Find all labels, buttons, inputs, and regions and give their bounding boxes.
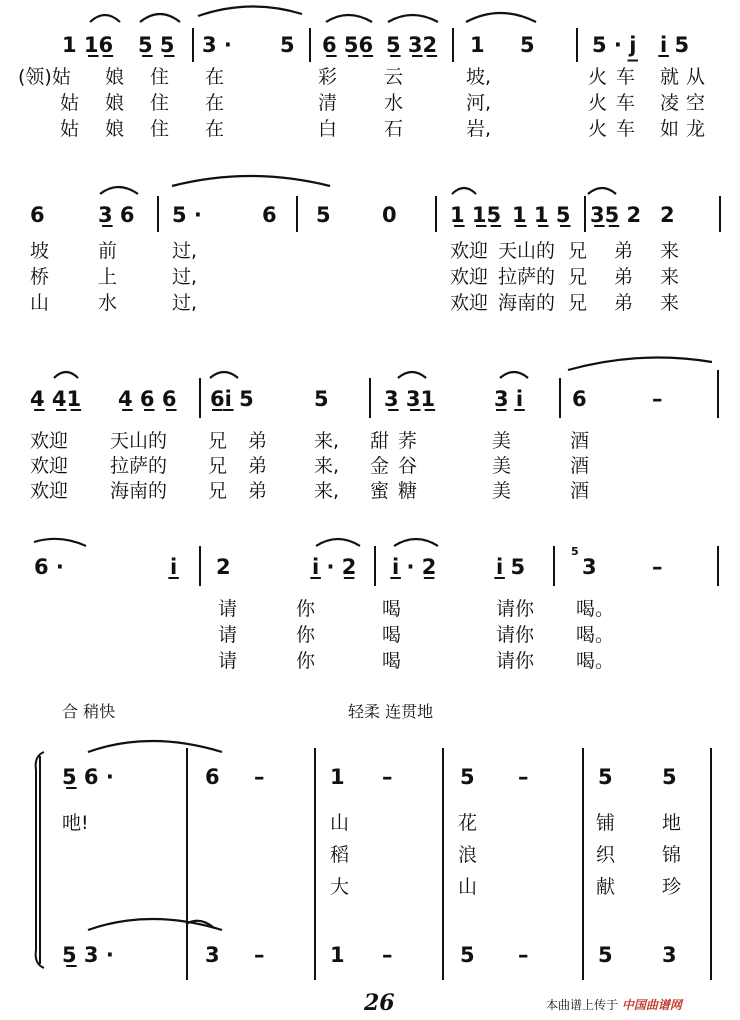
lyric: 酒 (570, 480, 590, 502)
lyric: 云 (384, 66, 404, 88)
lyric: 兄 (568, 292, 588, 314)
note: 5 (460, 765, 475, 789)
note: – (652, 387, 663, 411)
note: – (382, 943, 393, 967)
grace-note: 5 (571, 545, 579, 558)
note: – (518, 943, 529, 967)
lyric: 白 (318, 118, 338, 140)
lyric: 姑 (60, 92, 80, 114)
lyric: 美 (492, 430, 512, 452)
lyric: 姑 (60, 118, 80, 140)
lyric: 岩, (466, 118, 492, 140)
lyric: 喝 (382, 598, 402, 620)
note: 5̲ 5̲ (138, 33, 175, 57)
note: 6 (205, 765, 220, 789)
lyric: 弟 (614, 266, 634, 288)
note: 5 (598, 943, 613, 967)
note: – (652, 555, 663, 579)
lyric: 请你 (496, 624, 535, 646)
slur (140, 14, 180, 22)
lyric: 织 (596, 844, 616, 866)
lyric: 拉萨的 (498, 266, 556, 288)
lyric: 车 (616, 118, 636, 140)
slur (398, 372, 426, 378)
note: 1 (330, 765, 345, 789)
lyric: 弟 (614, 292, 634, 314)
lyric: 请 (218, 650, 238, 672)
slur (316, 539, 360, 546)
lyric: 住 (150, 92, 170, 114)
slur (388, 15, 438, 22)
lyric: 喝。 (576, 650, 615, 672)
lyric: 弟 (614, 240, 634, 262)
lyric: 水 (384, 92, 404, 114)
lyric: 河, (466, 92, 492, 114)
lyric: 来 (660, 292, 680, 314)
lyric: 火 (588, 118, 608, 140)
slur (326, 15, 372, 22)
lyric: 车 (616, 66, 636, 88)
slur (500, 372, 528, 378)
lyric: 来, (314, 430, 340, 452)
slur (172, 176, 330, 186)
note: 6 (30, 203, 45, 227)
upload-credit (546, 996, 682, 1013)
lyric: 锦 (662, 844, 682, 866)
lyric: 兄 (568, 240, 588, 262)
tempo-marking: 合 稍快 (62, 702, 116, 721)
lyric: 火 (588, 66, 608, 88)
lyric: 请你 (496, 650, 535, 672)
lyric: 喝 (382, 650, 402, 672)
slur (452, 188, 476, 194)
lyric: 欢迎 (30, 430, 69, 452)
lyric: 美 (492, 480, 512, 502)
note: 3̲5̲ 2 (590, 203, 642, 227)
lyric: 甜 (370, 430, 390, 452)
lyric: 山 (330, 812, 350, 834)
lyric: 来, (314, 480, 340, 502)
note: i̲ · 2̲ (392, 555, 437, 579)
note: 5 · (172, 203, 202, 227)
lyric: 喝。 (576, 598, 615, 620)
lyric: 过, (172, 240, 198, 262)
note: 3 (205, 943, 220, 967)
lyric: 金 (370, 455, 390, 477)
note: 6̲i̲ 5 (210, 387, 254, 411)
note: 1 1̲6̲ (62, 33, 114, 57)
lyric: 谷 (398, 455, 418, 477)
note: – (254, 943, 265, 967)
lyric: 来 (660, 240, 680, 262)
note: 3̲ i̲ (494, 387, 524, 411)
lyric: 地 (662, 812, 682, 834)
lyric: 荞 (398, 430, 418, 452)
lyric: 弟 (248, 430, 268, 452)
exclamation: 吔! (62, 812, 89, 834)
lyric: 坡, (466, 66, 492, 88)
lyric: 请 (218, 598, 238, 620)
lyric: 献 (596, 876, 616, 898)
lyric: 坡 (30, 240, 50, 262)
lyric: 如 (660, 118, 680, 140)
note: 4̲ 6̲ 6̲ (118, 387, 177, 411)
upload-credit-prefix: 本曲谱上传于 (546, 998, 619, 1012)
note: 0 (382, 203, 397, 227)
note: 5̲ 3̲2̲ (386, 33, 438, 57)
lyric: 石 (384, 118, 404, 140)
slur (90, 15, 120, 22)
lyric: 浪 (458, 844, 478, 866)
note: 5 (662, 765, 677, 789)
lyric: 海南的 (498, 292, 556, 314)
lyric: 彩 (318, 66, 338, 88)
lyric: 糖 (398, 480, 418, 502)
lyric: 凌 (660, 92, 680, 114)
note: 6 (262, 203, 277, 227)
note: 6 · (34, 555, 64, 579)
slur (568, 358, 712, 371)
lyric: 兄 (208, 480, 228, 502)
slur (466, 13, 536, 22)
note: – (518, 765, 529, 789)
note: i̲ · 2̲ (312, 555, 357, 579)
slur (198, 6, 302, 16)
slur (88, 741, 222, 752)
note: 3 · (202, 33, 232, 57)
lyric: 住 (150, 66, 170, 88)
slur (394, 539, 438, 546)
lyric: 桥 (30, 266, 50, 288)
lyric: 喝 (382, 624, 402, 646)
note: 2 (660, 203, 675, 227)
lyric: 来, (314, 455, 340, 477)
lyric: 弟 (248, 480, 268, 502)
note: 5 (280, 33, 295, 57)
lyric: 海南的 (110, 480, 168, 502)
lyric: 龙 (686, 118, 706, 140)
lyric: 前 (98, 240, 118, 262)
lyric: 空 (686, 92, 706, 114)
lyric: 请你 (496, 598, 535, 620)
expression-marking: 轻柔 连贯地 (348, 702, 434, 721)
lyric: 兄 (568, 266, 588, 288)
note: 5 (316, 203, 331, 227)
slur (54, 372, 78, 378)
note: – (382, 765, 393, 789)
lyric: 清 (318, 92, 338, 114)
note: – (254, 765, 265, 789)
lyric: 欢迎 (30, 480, 69, 502)
lyric: 水 (98, 292, 118, 314)
lyric: 请 (218, 624, 238, 646)
lyric: 火 (588, 92, 608, 114)
note: 2 (216, 555, 231, 579)
lyric: 娘 (105, 66, 125, 88)
lyric: 从 (686, 66, 706, 88)
slur (100, 187, 138, 194)
lyric: 蜜 (370, 480, 390, 502)
lyric: 欢迎 (450, 292, 489, 314)
note: 6 (572, 387, 587, 411)
lyric: 山 (30, 292, 50, 314)
lyric: 珍 (662, 876, 682, 898)
lyric: 在 (205, 118, 225, 140)
note: 3̲ 6 (98, 203, 135, 227)
lyric: 车 (616, 92, 636, 114)
lyric: 喝。 (576, 624, 615, 646)
lyric: 花 (458, 812, 478, 834)
note: 3 (582, 555, 597, 579)
lyric: 上 (98, 266, 118, 288)
lyric: 过, (172, 266, 198, 288)
note: 1̲ 1̲5̲ (450, 203, 502, 227)
lyric: 大 (330, 876, 350, 898)
note: 1 (470, 33, 485, 57)
lyric: 欢迎 (30, 455, 69, 477)
lyric: 过, (172, 292, 198, 314)
lyric: 你 (296, 650, 316, 672)
lyric: 兄 (208, 430, 228, 452)
lyric: 娘 (105, 118, 125, 140)
note: 1̲ 1̲ 5̲ (512, 203, 571, 227)
note: i̲ (170, 555, 178, 579)
lyric: (领)姑 (18, 66, 71, 88)
lyric: 兄 (208, 455, 228, 477)
note: 5̲ 6 · (62, 765, 114, 789)
slur (210, 372, 238, 378)
slurs (34, 6, 712, 930)
note: 4̲ 4̲1̲ (30, 387, 82, 411)
lyric: 在 (205, 66, 225, 88)
lyric: 住 (150, 118, 170, 140)
lyric: 美 (492, 455, 512, 477)
note: 5̲ 3 · (62, 943, 114, 967)
page-number: 26 (364, 990, 395, 1016)
lyric: 你 (296, 624, 316, 646)
lyric: 酒 (570, 455, 590, 477)
note: 5 (460, 943, 475, 967)
note: 6̲ 5̲6̲ (322, 33, 374, 57)
lyric: 酒 (570, 430, 590, 452)
note: i̲ 5 (660, 33, 690, 57)
note: i̲ 5 (496, 555, 526, 579)
note: 3̲ 3̲1̲ (384, 387, 436, 411)
brackets (36, 752, 44, 968)
note: 5 (520, 33, 535, 57)
lyric: 弟 (248, 455, 268, 477)
slur (588, 188, 616, 194)
lyric: 娘 (105, 92, 125, 114)
lyric: 天山的 (498, 240, 556, 262)
note: 5 · j̲ (592, 33, 637, 57)
lyric: 山 (458, 876, 478, 898)
lyric: 来 (660, 266, 680, 288)
lyric: 你 (296, 598, 316, 620)
note: 5 (598, 765, 613, 789)
lyric: 铺 (596, 812, 616, 834)
lyric: 拉萨的 (110, 455, 168, 477)
lyric: 稻 (330, 844, 350, 866)
slur (34, 539, 86, 546)
lyric: 在 (205, 92, 225, 114)
lyric: 欢迎 (450, 266, 489, 288)
site-logo-text: 中国曲谱网 (621, 998, 682, 1012)
note: 1 (330, 943, 345, 967)
note: 5 (314, 387, 329, 411)
note: 3 (662, 943, 677, 967)
lyric: 就 (660, 66, 680, 88)
lyric: 天山的 (110, 430, 168, 452)
bar-lines (158, 28, 720, 980)
lyric: 欢迎 (450, 240, 489, 262)
